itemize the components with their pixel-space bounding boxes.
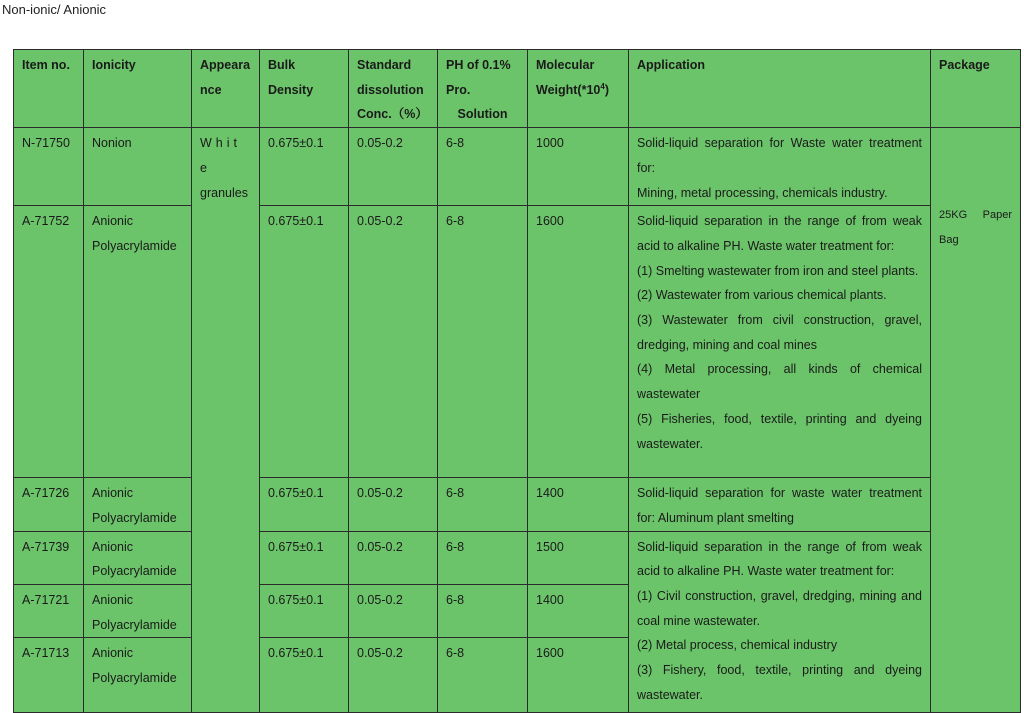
cell-application: Solid-liquid separation in the range of from weak acid to alkaline PH. Waste water treatment for: (1) Smelting wastewater from iron and steel plants. (2) Wastewater from various chemical plants. (3) Wastewater from civil construction, gravel, dredging, mining and coal mines (4) Metal processing, all kinds of chemical wastewater (5) Fisheries, food, textile, printing and dyeing wastewater. — [629, 206, 931, 478]
header-item-no: Item no. — [14, 50, 84, 128]
cell-bulk-density: 0.675±0.1 — [260, 638, 349, 713]
header-appearance: Appeara nce — [192, 50, 260, 128]
cell-bulk-density: 0.675±0.1 — [260, 128, 349, 206]
cell-ph: 6-8 — [438, 531, 528, 584]
cell-ph: 6-8 — [438, 206, 528, 478]
cell-item: A-71721 — [14, 585, 84, 638]
table-header-row — [14, 50, 1021, 128]
cell-item: A-71752 — [14, 206, 84, 478]
cell-package: 25KG Paper Bag — [931, 128, 1021, 713]
cell-application: Solid-liquid separation for Waste water treatment for: Mining, metal processing, chemicals industry. — [629, 128, 931, 206]
cell-ionicity: Anionic Polyacrylamide — [84, 585, 192, 638]
cell-ph: 6-8 — [438, 585, 528, 638]
cell-application: Solid-liquid separation in the range of from weak acid to alkaline PH. Waste water treatment for: (1) Civil construction, gravel, dredging, mining and coal mine wastewater. (2) Metal process, chemical industry (3) Fishery, food, textile, printing and dyeing wastewater. — [629, 531, 931, 713]
header-application: Application — [629, 50, 931, 128]
product-table — [13, 49, 1021, 713]
cell-ph: 6-8 — [438, 638, 528, 713]
cell-ionicity: Anionic Polyacrylamide — [84, 531, 192, 584]
cell-molecular-weight: 1600 — [528, 206, 629, 478]
cell-item: A-71726 — [14, 478, 84, 531]
cell-application: Solid-liquid separation for waste water treatment for: Aluminum plant smelting — [629, 478, 931, 531]
cell-concentration: 0.05-0.2 — [349, 128, 438, 206]
cell-molecular-weight: 1400 — [528, 585, 629, 638]
cell-bulk-density: 0.675±0.1 — [260, 478, 349, 531]
cell-molecular-weight: 1000 — [528, 128, 629, 206]
cell-item: A-71713 — [14, 638, 84, 713]
cell-ph: 6-8 — [438, 478, 528, 531]
header-molecular-weight: Molecular $Weight(*10^4)$ — [528, 50, 629, 128]
header-standard-dissolution: Standard dissolution Conc.（%） — [349, 50, 438, 128]
cell-bulk-density: 0.675±0.1 — [260, 206, 349, 478]
cell-concentration: 0.05-0.2 — [349, 585, 438, 638]
cell-concentration: 0.05-0.2 — [349, 206, 438, 478]
cell-concentration: 0.05-0.2 — [349, 531, 438, 584]
table-row — [14, 478, 1021, 531]
cell-concentration: 0.05-0.2 — [349, 638, 438, 713]
cell-bulk-density: 0.675±0.1 — [260, 531, 349, 584]
page-title: Non-ionic/ Anionic — [2, 2, 107, 17]
cell-ionicity: Nonion — [84, 128, 192, 206]
cell-molecular-weight: 1500 — [528, 531, 629, 584]
cell-appearance: White granules — [192, 128, 260, 713]
header-ph: PH of 0.1% Pro. Solution — [438, 50, 528, 128]
cell-ionicity: Anionic Polyacrylamide — [84, 638, 192, 713]
header-bulk-density: Bulk Density — [260, 50, 349, 128]
cell-concentration: 0.05-0.2 — [349, 478, 438, 531]
table-row — [14, 206, 1021, 478]
cell-molecular-weight: 1600 — [528, 638, 629, 713]
cell-ph: 6-8 — [438, 128, 528, 206]
header-package: Package — [931, 50, 1021, 128]
table-row — [14, 531, 1021, 584]
table-row — [14, 128, 1021, 206]
cell-item: A-71739 — [14, 531, 84, 584]
cell-bulk-density: 0.675±0.1 — [260, 585, 349, 638]
cell-ionicity: Anionic Polyacrylamide — [84, 206, 192, 478]
cell-item: N-71750 — [14, 128, 84, 206]
header-ionicity: Ionicity — [84, 50, 192, 128]
cell-ionicity: Anionic Polyacrylamide — [84, 478, 192, 531]
cell-molecular-weight: 1400 — [528, 478, 629, 531]
